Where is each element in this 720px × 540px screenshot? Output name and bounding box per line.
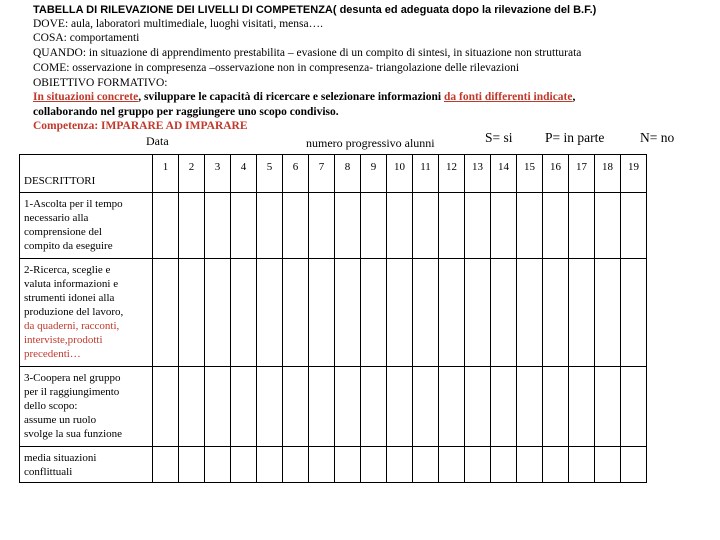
assessment-cell[interactable] xyxy=(387,259,413,367)
column-header: 10 xyxy=(387,155,413,193)
assessment-cell[interactable] xyxy=(569,193,595,259)
column-header: 7 xyxy=(309,155,335,193)
assessment-cell[interactable] xyxy=(595,259,621,367)
column-header: 14 xyxy=(491,155,517,193)
assessment-cell[interactable] xyxy=(257,367,283,447)
assessment-cell[interactable] xyxy=(569,447,595,483)
descrittore-text: necessario alla xyxy=(24,212,89,224)
column-header: 15 xyxy=(517,155,543,193)
assessment-cell[interactable] xyxy=(205,259,231,367)
table-header-row xyxy=(20,155,647,193)
assessment-cell[interactable] xyxy=(257,193,283,259)
assessment-cell[interactable] xyxy=(439,259,465,367)
assessment-cell[interactable] xyxy=(413,259,439,367)
assessment-cell[interactable] xyxy=(153,193,179,259)
assessment-cell[interactable] xyxy=(387,193,413,259)
descrittore-1 xyxy=(20,193,153,259)
descrittore-text-highlight: interviste,prodotti xyxy=(24,334,103,346)
page-title: TABELLA DI RILEVAZIONE DEI LIVELLI DI COMPETENZA( desunta ed adeguata dopo la rilevazione del B.F.) xyxy=(33,4,597,16)
cosa-line: COSA: comportamenti xyxy=(33,32,140,44)
assessment-cell[interactable] xyxy=(283,193,309,259)
assessment-cell[interactable] xyxy=(543,367,569,447)
assessment-cell[interactable] xyxy=(361,193,387,259)
column-header: 6 xyxy=(283,155,309,193)
assessment-cell[interactable] xyxy=(517,193,543,259)
assessment-cell[interactable] xyxy=(543,259,569,367)
column-header: 9 xyxy=(361,155,387,193)
assessment-cell[interactable] xyxy=(283,259,309,367)
descrittore-text-highlight: da quaderni, racconti, xyxy=(24,320,120,332)
assessment-cell[interactable] xyxy=(569,259,595,367)
assessment-cell[interactable] xyxy=(595,193,621,259)
descrittore-text-highlight: precedenti… xyxy=(24,348,81,360)
obiettivo-fonti: da fonti differenti indicate xyxy=(443,91,573,103)
column-header: 16 xyxy=(543,155,569,193)
assessment-cell[interactable] xyxy=(491,447,517,483)
assessment-cell[interactable] xyxy=(439,367,465,447)
obiettivo-line-1 xyxy=(33,90,575,104)
quando-line: QUANDO: in situazione di apprendimento prestabilita – evasione di un compito di sintesi, in situazione non strutturata xyxy=(33,47,582,59)
assessment-cell[interactable] xyxy=(491,367,517,447)
assessment-cell[interactable] xyxy=(413,447,439,483)
assessment-cell[interactable] xyxy=(361,447,387,483)
assessment-cell[interactable] xyxy=(465,367,491,447)
column-header: 11 xyxy=(413,155,439,193)
assessment-cell[interactable] xyxy=(491,193,517,259)
descrittori-header: DESCRITTORI xyxy=(20,155,153,193)
column-header: 2 xyxy=(179,155,205,193)
assessment-cell[interactable] xyxy=(153,367,179,447)
assessment-cell[interactable] xyxy=(517,259,543,367)
assessment-cell[interactable] xyxy=(361,367,387,447)
descrittore-text: dello scopo: xyxy=(24,400,78,412)
assessment-cell[interactable] xyxy=(543,193,569,259)
assessment-cell[interactable] xyxy=(465,259,491,367)
assessment-cell[interactable] xyxy=(569,367,595,447)
assessment-cell[interactable] xyxy=(335,193,361,259)
descrittore-text: svolge la sua funzione xyxy=(24,428,123,440)
assessment-cell[interactable] xyxy=(465,193,491,259)
table-row xyxy=(20,367,647,447)
assessment-cell[interactable] xyxy=(205,367,231,447)
assessment-cell[interactable] xyxy=(517,447,543,483)
assessment-cell[interactable] xyxy=(621,447,647,483)
assessment-cell[interactable] xyxy=(439,193,465,259)
assessment-cell[interactable] xyxy=(179,367,205,447)
obiettivo-comma: , xyxy=(572,91,576,103)
assessment-cell[interactable] xyxy=(621,259,647,367)
assessment-cell[interactable] xyxy=(153,447,179,483)
column-header: 13 xyxy=(465,155,491,193)
assessment-cell[interactable] xyxy=(595,367,621,447)
assessment-cell[interactable] xyxy=(309,259,335,367)
assessment-cell[interactable] xyxy=(517,367,543,447)
assessment-cell[interactable] xyxy=(361,259,387,367)
table-row xyxy=(20,259,647,367)
assessment-cell[interactable] xyxy=(387,367,413,447)
obiettivo-line-2: collaborando nel gruppo per raggiungere uno scopo condiviso. xyxy=(33,106,339,118)
assessment-cell[interactable] xyxy=(257,447,283,483)
obiettivo-label: OBIETTIVO FORMATIVO: xyxy=(33,77,168,89)
assessment-cell[interactable] xyxy=(283,367,309,447)
table-row xyxy=(20,447,647,483)
table-row xyxy=(20,193,647,259)
assessment-cell[interactable] xyxy=(621,193,647,259)
assessment-cell[interactable] xyxy=(309,193,335,259)
legend-in-parte: P= in parte xyxy=(545,130,605,145)
column-header: 17 xyxy=(569,155,595,193)
descrittore-text: valuta informazioni e xyxy=(24,278,119,290)
assessment-cell[interactable] xyxy=(283,447,309,483)
assessment-cell[interactable] xyxy=(179,447,205,483)
dove-line: DOVE: aula, laboratori multimediale, luoghi visitati, mensa…. xyxy=(33,18,323,30)
descrittore-text: conflittuali xyxy=(24,466,73,478)
descrittore-text: 2-Ricerca, sceglie e xyxy=(24,264,111,276)
assessment-cell[interactable] xyxy=(387,447,413,483)
assessment-cell[interactable] xyxy=(231,367,257,447)
descrittore-3 xyxy=(20,367,153,447)
descrittore-text: produzione del lavoro, xyxy=(24,306,124,318)
assessment-cell[interactable] xyxy=(621,367,647,447)
assessment-cell[interactable] xyxy=(231,447,257,483)
assessment-cell[interactable] xyxy=(257,259,283,367)
legend-si: S= si xyxy=(485,130,513,145)
descrittore-text: comprensione del xyxy=(24,226,102,238)
assessment-cell[interactable] xyxy=(491,259,517,367)
come-line: COME: osservazione in compresenza –osservazione non in compresenza- triangolazione delle rilevazioni xyxy=(33,62,520,74)
descrittore-4 xyxy=(20,447,153,483)
assessment-cell[interactable] xyxy=(309,447,335,483)
legend-no: N= no xyxy=(640,130,675,145)
assessment-cell[interactable] xyxy=(465,447,491,483)
assessment-cell[interactable] xyxy=(413,193,439,259)
obiettivo-concrete: In situazioni concrete xyxy=(33,91,139,103)
descrittore-text: compito da eseguire xyxy=(24,240,113,252)
column-header: 8 xyxy=(335,155,361,193)
column-header: 1 xyxy=(153,155,179,193)
rilevazione-table xyxy=(19,154,647,483)
column-header: 18 xyxy=(595,155,621,193)
assessment-cell[interactable] xyxy=(439,447,465,483)
assessment-cell[interactable] xyxy=(205,447,231,483)
assessment-cell[interactable] xyxy=(413,367,439,447)
data-label: Data xyxy=(146,134,169,148)
assessment-cell[interactable] xyxy=(231,259,257,367)
assessment-cell[interactable] xyxy=(179,259,205,367)
assessment-cell[interactable] xyxy=(595,447,621,483)
descrittore-text: 1-Ascolta per il tempo xyxy=(24,198,123,210)
assessment-cell[interactable] xyxy=(179,193,205,259)
column-header: 12 xyxy=(439,155,465,193)
competenza-line: Competenza: IMPARARE AD IMPARARE xyxy=(33,120,248,132)
assessment-cell[interactable] xyxy=(335,447,361,483)
descrittore-2 xyxy=(20,259,153,367)
assessment-cell[interactable] xyxy=(231,193,257,259)
column-header: 4 xyxy=(231,155,257,193)
assessment-cell[interactable] xyxy=(153,259,179,367)
assessment-cell[interactable] xyxy=(309,367,335,447)
column-header: 3 xyxy=(205,155,231,193)
column-header: 19 xyxy=(621,155,647,193)
assessment-cell[interactable] xyxy=(543,447,569,483)
assessment-cell[interactable] xyxy=(335,259,361,367)
descrittore-text: assume un ruolo xyxy=(24,414,97,426)
assessment-cell[interactable] xyxy=(205,193,231,259)
obiettivo-middle: , sviluppare le capacità di ricercare e selezionare informazioni xyxy=(138,91,444,103)
descrittore-text: strumenti idonei alla xyxy=(24,292,115,304)
descrittore-text: 3-Coopera nel gruppo xyxy=(24,372,121,384)
numero-progressivo-label: numero progressivo alunni xyxy=(306,136,435,150)
descrittore-text: media situazioni xyxy=(24,452,97,464)
descrittore-text: per il raggiungimento xyxy=(24,386,120,398)
column-header: 5 xyxy=(257,155,283,193)
assessment-cell[interactable] xyxy=(335,367,361,447)
